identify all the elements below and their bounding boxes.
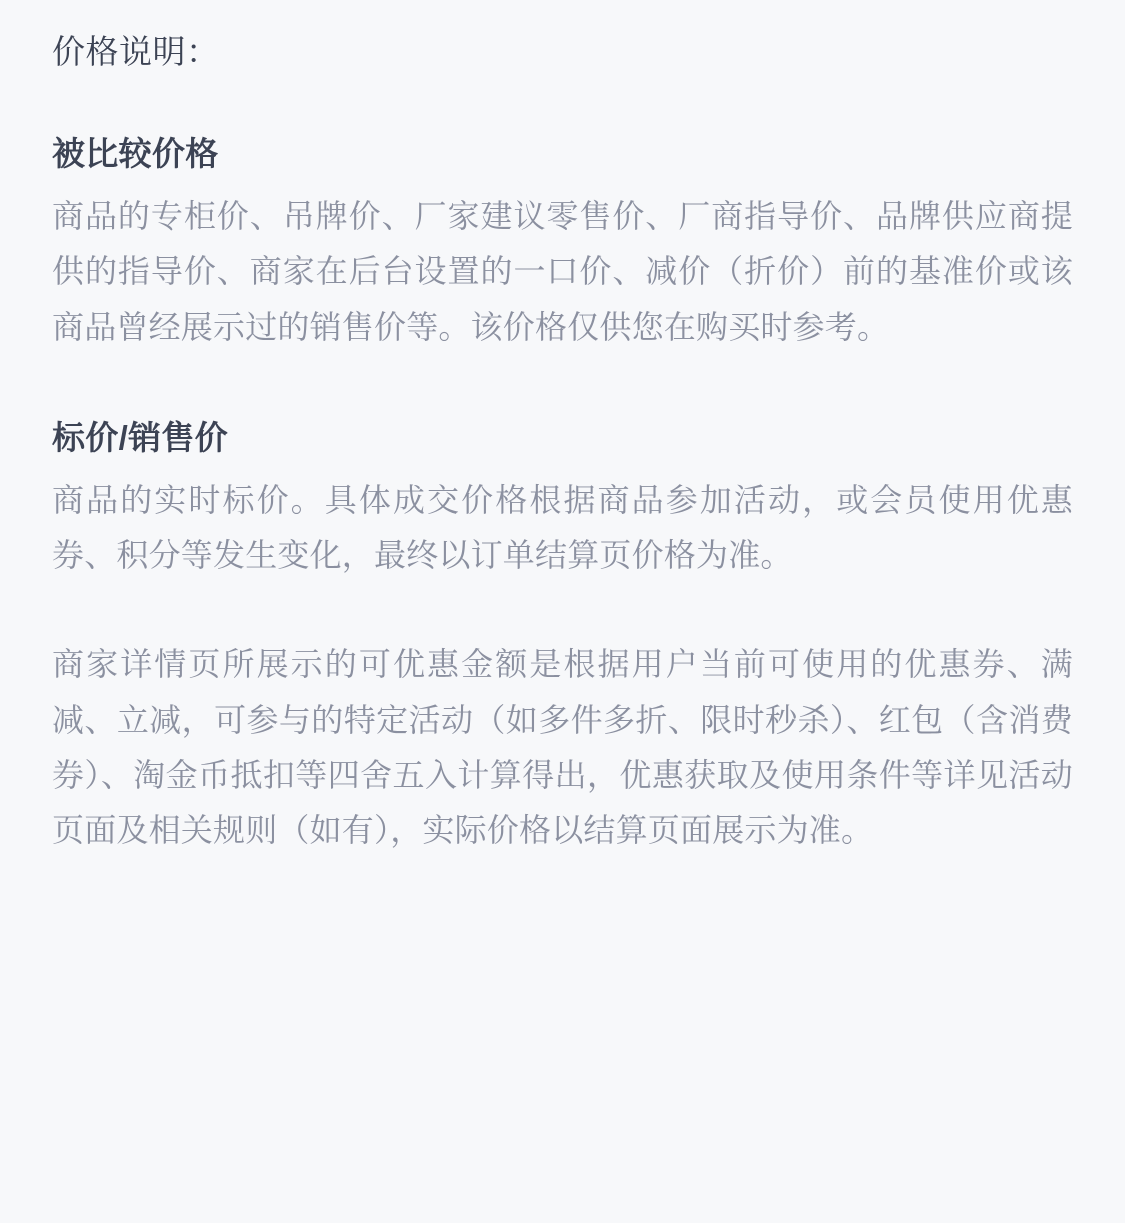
- section-heading-listed-price: 标价/销售价: [52, 418, 228, 456]
- section-listed-price: [52, 417, 1073, 858]
- section-paragraph-listed-price-1: 商品的实时标价。具体成交价格根据商品参加活动，或会员使用优惠券、积分等发生变化，最终以订单结算页价格为准。: [52, 482, 1073, 574]
- page-title: 价格说明：: [52, 33, 220, 70]
- section-paragraph-listed-price-2: 商家详情页所展示的可优惠金额是根据用户当前可使用的优惠券、满减、立减，可参与的特定活动（如多件多折、限时秒杀）、红包（含消费券）、淘金币抵扣等四舍五入计算得出，优惠获取及使用条件等详见活动页面及相关规则（如有），实际价格以结算页面展示为准。: [52, 646, 1073, 848]
- section-paragraph-compared-price: 商品的专柜价、吊牌价、厂家建议零售价、厂商指导价、品牌供应商提供的指导价、商家在后台设置的一口价、减价（折价）前的基准价或该商品曾经展示过的销售价等。该价格仅供您在购买时参考。: [52, 198, 1073, 345]
- section-compared-price: [52, 133, 1073, 355]
- section-heading-compared-price: 被比较价格: [52, 134, 219, 172]
